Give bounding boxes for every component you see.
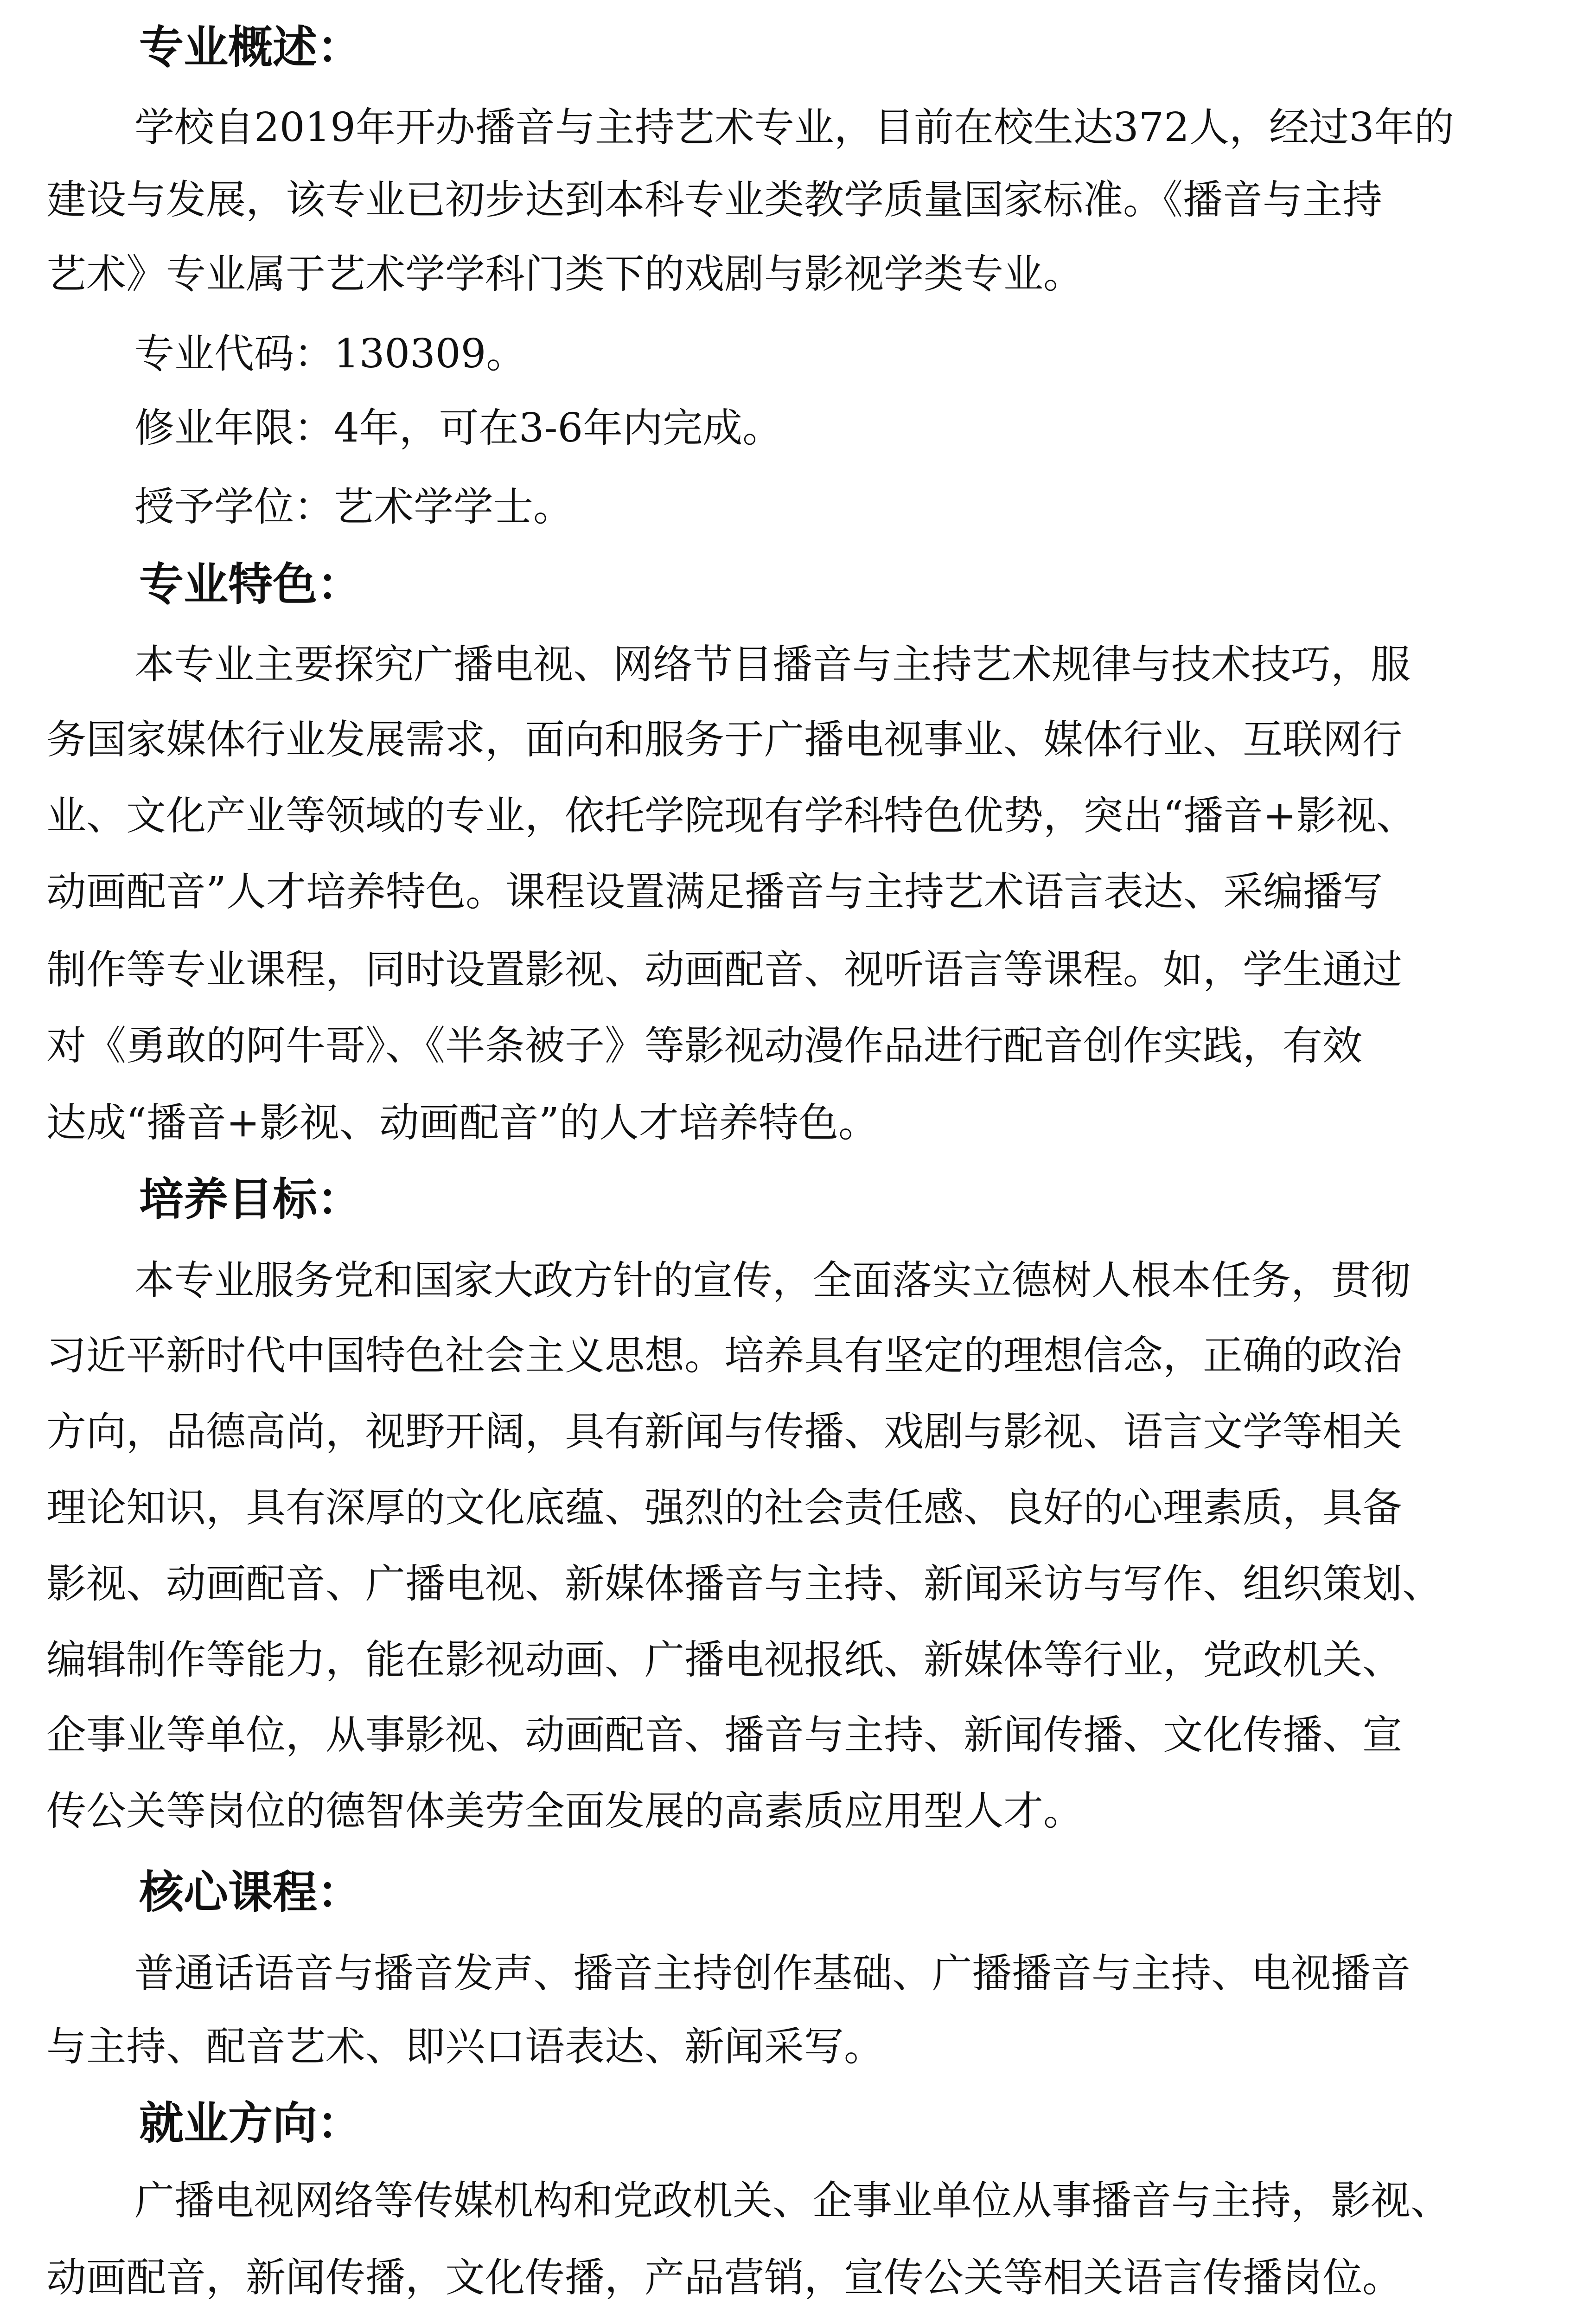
section-heading-core-courses: 核心课程： (139, 1866, 362, 1918)
paragraph-line: 动画配音”人才培养特色。课程设置满足播音与主持艺术语言表达、采编播写 (46, 869, 1383, 915)
paragraph-line: 务国家媒体行业发展需求，面向和服务于广播电视事业、媒体行业、互联网行 (46, 717, 1402, 763)
paragraph-line: 方向，品德高尚，视野开阔，具有新闻与传播、戏剧与影视、语言文学等相关 (46, 1409, 1402, 1455)
section-heading-features: 专业特色： (139, 558, 362, 610)
paragraph-line: 制作等专业课程，同时设置影视、动画配音、视听语言等课程。如，学生通过 (46, 947, 1402, 993)
section-heading-overview: 专业概述： (139, 21, 362, 73)
paragraph-line: 影视、动画配音、广播电视、新媒体播音与主持、新闻采访与写作、组织策划、 (46, 1561, 1442, 1607)
paragraph-line: 企事业等单位，从事影视、动画配音、播音与主持、新闻传播、文化传播、宣 (46, 1712, 1402, 1758)
paragraph-line: 学校自2019年开办播音与主持艺术专业，目前在校生达372人，经过3年的 (134, 104, 1454, 151)
paragraph-line: 广播电视网络等传媒机构和党政机关、企事业单位从事播音与主持，影视、 (134, 2178, 1450, 2224)
paragraph-line: 动画配音，新闻传播，文化传播，产品营销，宣传公关等相关语言传播岗位。 (46, 2255, 1402, 2301)
paragraph-line: 编辑制作等能力，能在影视动画、广播电视报纸、新媒体等行业，党政机关、 (46, 1637, 1402, 1683)
paragraph-line: 习近平新时代中国特色社会主义思想。培养具有坚定的理想信念，正确的政治 (46, 1332, 1402, 1379)
section-heading-objectives: 培养目标： (139, 1173, 362, 1225)
study-duration-line: 修业年限：4年，可在3-6年内完成。 (134, 405, 783, 451)
paragraph-line: 本专业主要探究广播电视、网络节目播音与主持艺术规律与技术技巧，服 (134, 641, 1411, 688)
section-heading-employment: 就业方向： (139, 2097, 362, 2149)
paragraph-line: 本专业服务党和国家大政方针的宣传，全面落实立德树人根本任务，贯彻 (134, 1257, 1411, 1304)
paragraph-line: 业、文化产业等领域的专业，依托学院现有学科特色优势，突出“播音+影视、 (46, 793, 1417, 839)
paragraph-line: 建设与发展，该专业已初步达到本科专业类教学质量国家标准。《播音与主持 (46, 177, 1382, 223)
paragraph-line: 艺术》专业属于艺术学学科门类下的戏剧与影视学类专业。 (46, 251, 1083, 297)
paragraph-line: 达成“播音+影视、动画配音”的人才培养特色。 (46, 1100, 878, 1146)
paragraph-line: 理论知识，具有深厚的文化底蕴、强烈的社会责任感、良好的心理素质，具备 (46, 1485, 1402, 1531)
major-code-line: 专业代码：130309。 (134, 331, 526, 377)
paragraph-line: 对《勇敢的阿牛哥》、《半条被子》等影视动漫作品进行配音创作实践，有效 (46, 1023, 1362, 1069)
paragraph-line: 普通话语音与播音发声、播音主持创作基础、广播播音与主持、电视播音 (134, 1950, 1411, 1997)
degree-line: 授予学位：艺术学学士。 (134, 484, 573, 530)
paragraph-line: 与主持、配音艺术、即兴口语表达、新闻采写。 (46, 2024, 884, 2070)
paragraph-line: 传公关等岗位的德智体美劳全面发展的高素质应用型人才。 (46, 1788, 1083, 1834)
